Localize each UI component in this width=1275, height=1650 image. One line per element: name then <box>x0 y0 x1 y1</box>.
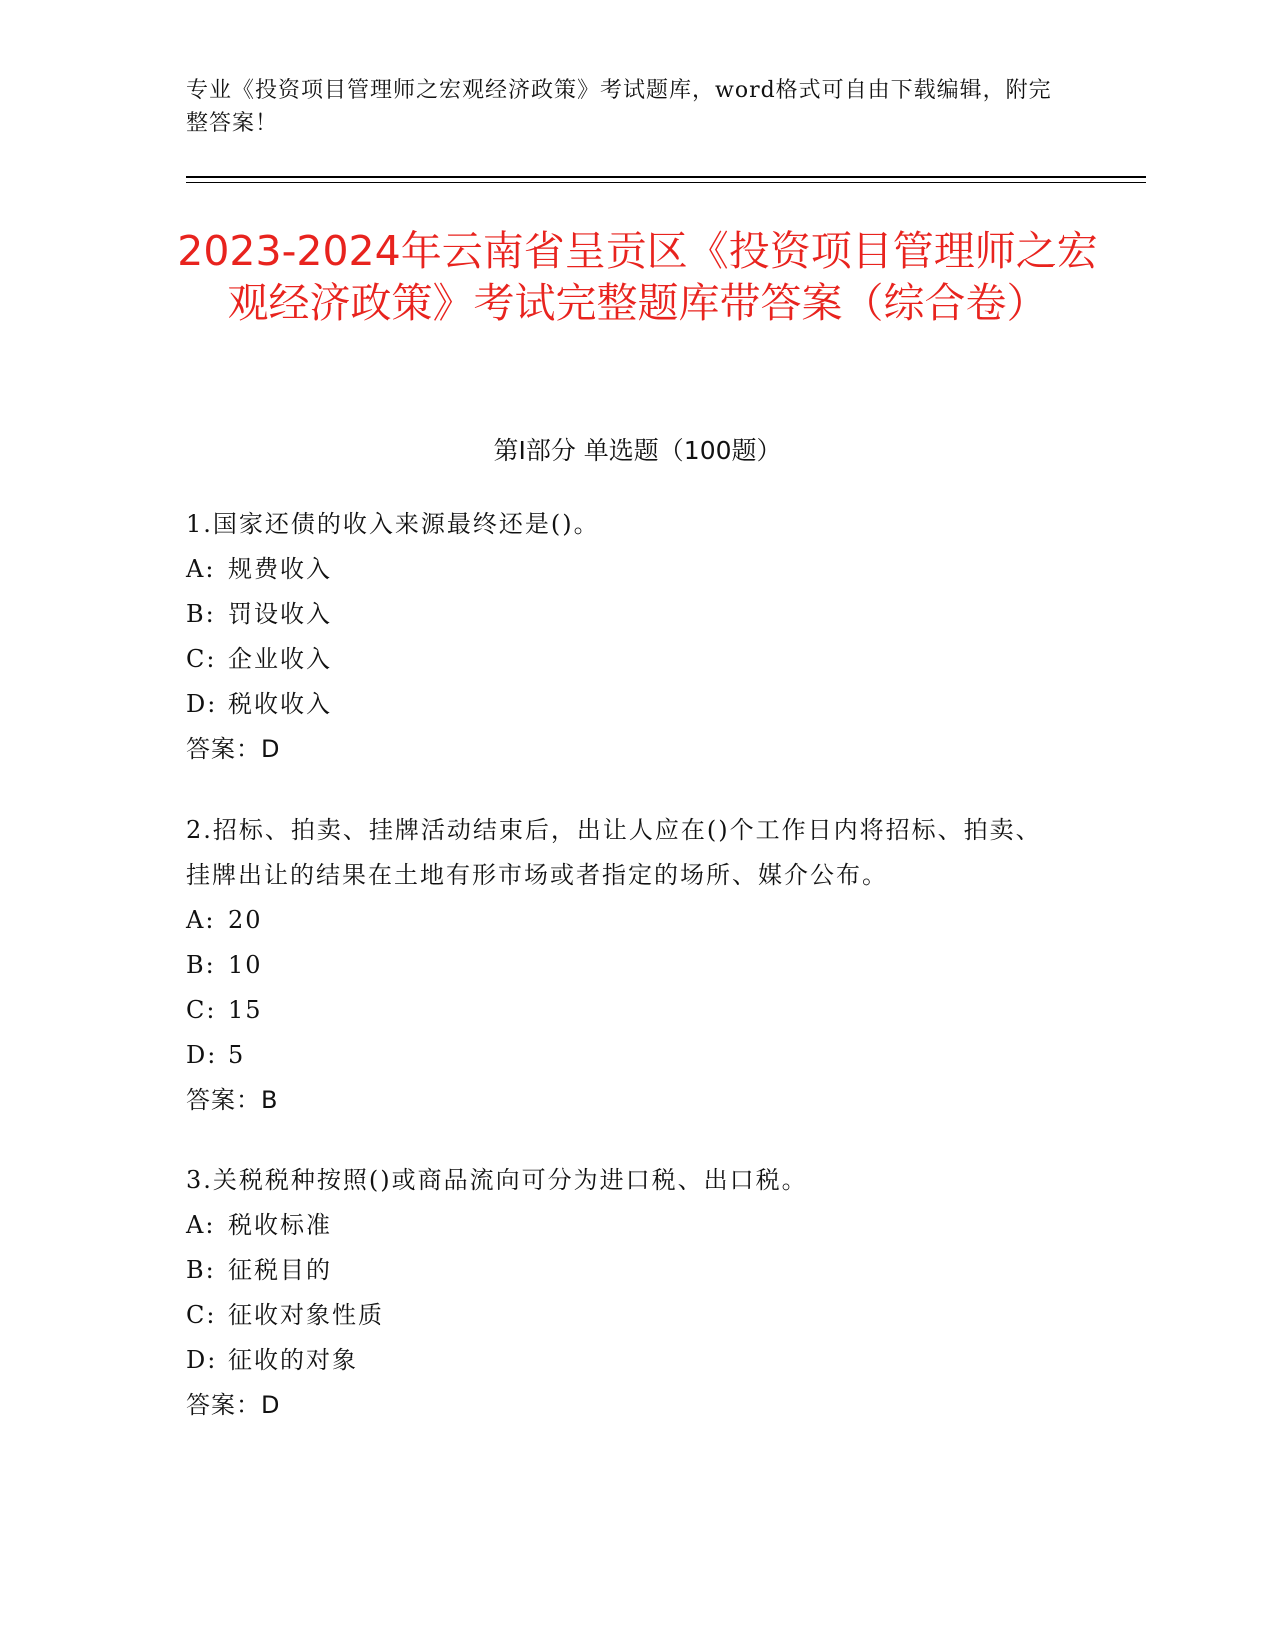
option-key: B: <box>186 1256 216 1284</box>
option-text: 税收标准 <box>228 1211 332 1239</box>
option-text: 20 <box>228 906 263 934</box>
option-text: 税收收入 <box>228 690 332 718</box>
question-stem: 2.招标、拍卖、挂牌活动结束后，出让人应在()个工作日内将招标、拍卖、挂牌出让的结果在土地有形市场或者指定的场所、媒介公布。 <box>186 816 1042 889</box>
answer-line <box>186 1078 1066 1123</box>
option-d <box>186 682 1066 727</box>
option-text: 15 <box>228 996 263 1024</box>
option-a <box>186 898 1066 943</box>
answer-line <box>186 727 1066 772</box>
option-b <box>186 1248 1066 1293</box>
option-text: 5 <box>228 1041 246 1069</box>
answer-line <box>186 1383 1066 1428</box>
option-key: A: <box>186 906 216 934</box>
question-1 <box>186 502 1066 772</box>
option-c <box>186 637 1066 682</box>
question-3 <box>186 1158 1066 1428</box>
option-text: 征税目的 <box>228 1256 332 1284</box>
option-b <box>186 943 1066 988</box>
option-c <box>186 988 1066 1033</box>
answer-value: B <box>261 1086 279 1114</box>
option-key: C: <box>186 996 217 1024</box>
question-2 <box>186 808 1066 1123</box>
option-key: A: <box>186 555 216 583</box>
header-divider-thin <box>186 182 1146 183</box>
option-a <box>186 547 1066 592</box>
answer-label: 答案： <box>186 1391 261 1419</box>
answer-label: 答案： <box>186 735 261 763</box>
option-key: B: <box>186 951 216 979</box>
option-key: D: <box>186 1041 218 1069</box>
option-text: 企业收入 <box>228 645 332 673</box>
document-title: 2023-2024年云南省呈贡区《投资项目管理师之宏观经济政策》考试完整题库带答案（综合卷） <box>177 227 1098 327</box>
option-d <box>186 1033 1066 1078</box>
option-key: B: <box>186 600 216 628</box>
section-heading: 第I部分 单选题（100题） <box>493 436 782 465</box>
question-stem: 3.关税税种按照()或商品流向可分为进口税、出口税。 <box>186 1166 808 1194</box>
option-key: A: <box>186 1211 216 1239</box>
answer-label: 答案： <box>186 1086 261 1114</box>
option-b <box>186 592 1066 637</box>
header-divider-thick <box>186 176 1146 178</box>
header-note: 专业《投资项目管理师之宏观经济政策》考试题库，word格式可自由下载编辑，附完整答案！ <box>186 78 1052 136</box>
option-key: C: <box>186 1301 217 1329</box>
option-c <box>186 1293 1066 1338</box>
answer-value: D <box>261 735 281 763</box>
option-key: D: <box>186 1346 218 1374</box>
option-d <box>186 1338 1066 1383</box>
answer-value: D <box>261 1391 281 1419</box>
option-key: D: <box>186 690 218 718</box>
option-a <box>186 1203 1066 1248</box>
option-text: 10 <box>228 951 263 979</box>
option-text: 规费收入 <box>228 555 332 583</box>
option-key: C: <box>186 645 217 673</box>
question-stem: 1.国家还债的收入来源最终还是()。 <box>186 510 600 538</box>
option-text: 征收的对象 <box>228 1346 358 1374</box>
option-text: 罚设收入 <box>228 600 332 628</box>
option-text: 征收对象性质 <box>228 1301 384 1329</box>
